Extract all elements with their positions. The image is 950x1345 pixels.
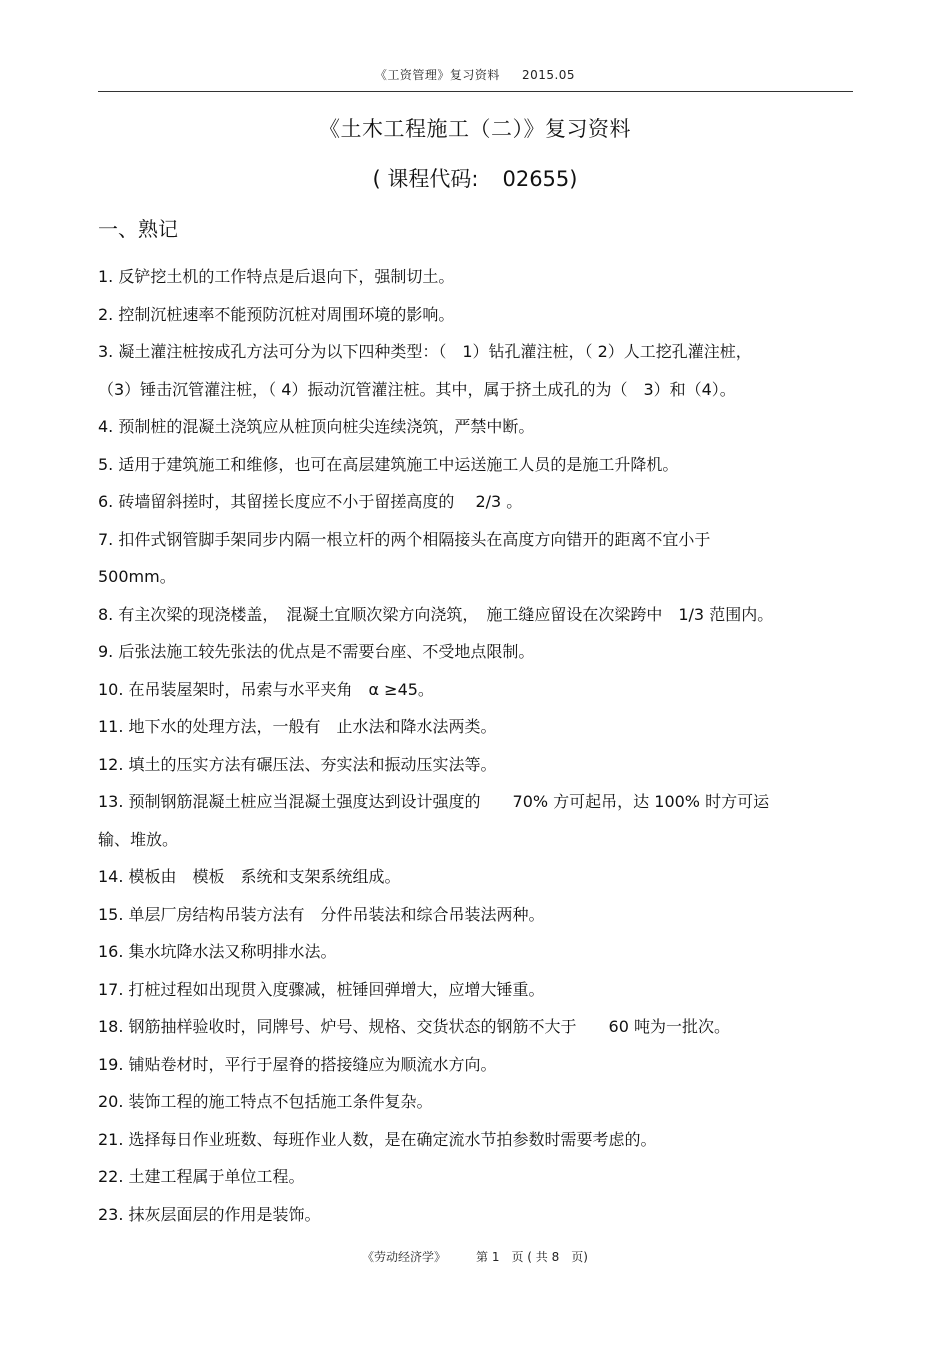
list-item: 18. 钢筋抽样验收时，同牌号、炉号、规格、交货状态的钢筋不大于 60 吨为一批次。	[98, 1017, 730, 1036]
page-footer	[0, 1248, 950, 1265]
list-item: 19. 铺贴卷材时，平行于屋脊的搭接缝应为顺流水方向。	[98, 1054, 497, 1074]
header-date: 2015.05	[521, 68, 576, 82]
section-heading: 一、熟记	[98, 217, 178, 241]
list-item: 3. 凝土灌注桩按成孔方法可分为以下四种类型：（ 1）钻孔灌注桩，（ 2）人工挖孔灌注桩，	[98, 342, 752, 361]
list-item: 1. 反铲挖土机的工作特点是后退向下，强制切土。	[98, 267, 455, 286]
header-rule	[98, 91, 853, 92]
list-item: 14. 模板由 模板 系统和支架系统组成。	[98, 867, 401, 886]
list-item: 13. 预制钢筋混凝土桩应当混凝土强度达到设计强度的 70% 方可起吊，达 100% 时方可运	[98, 792, 770, 811]
list-item: 21. 选择每日作业班数、每班作业人数，是在确定流水节拍参数时需要考虑的。	[98, 1129, 657, 1149]
list-item: （3）锤击沉管灌注桩，（ 4）振动沉管灌注桩。其中，属于挤土成孔的为（ 3）和（4）。	[98, 379, 736, 399]
list-item: 15. 单层厂房结构吊装方法有 分件吊装法和综合吊装法两种。	[98, 904, 545, 924]
list-item: 2. 控制沉桩速率不能预防沉桩对周围环境的影响。	[98, 304, 455, 324]
list-item: 7. 扣件式钢管脚手架同步内隔一根立杆的两个相隔接头在高度方向错开的距离不宜小于	[98, 529, 711, 549]
list-item: 22. 土建工程属于单位工程。	[98, 1167, 305, 1186]
course-code	[0, 163, 950, 193]
list-item: 20. 装饰工程的施工特点不包括施工条件复杂。	[98, 1092, 433, 1111]
footer-page-number: 第 1 页 ( 共 8 页)	[476, 1250, 588, 1264]
list-item: 11. 地下水的处理方法，一般有 止水法和降水法两类。	[98, 717, 497, 736]
list-item: 9. 后张法施工较先张法的优点是不需要台座、不受地点限制。	[98, 642, 535, 661]
list-item: 8. 有主次梁的现浇楼盖， 混凝土宜顺次梁方向浇筑， 施工缝应留设在次梁跨中 1/3 范围内。	[98, 604, 774, 624]
list-item: 4. 预制桩的混凝土浇筑应从桩顶向桩尖连续浇筑，严禁中断。	[98, 417, 535, 436]
document-title: 《土木工程施工（二）》复习资料	[319, 117, 631, 141]
course-code-value: 02655)	[502, 167, 578, 191]
list-item: 6. 砖墙留斜搓时，其留搓长度应不小于留搓高度的 2/3 。	[98, 492, 523, 511]
course-code-label: ( 课程代码:	[372, 167, 479, 191]
header-text: 《工资管理》复习资料	[374, 68, 500, 82]
item-list	[98, 258, 858, 1233]
footer-book: 《劳动经济学》	[362, 1250, 447, 1264]
list-item: 23. 抹灰层面层的作用是装饰。	[98, 1204, 321, 1224]
list-item: 12. 填土的压实方法有碾压法、夯实法和振动压实法等。	[98, 754, 497, 774]
list-item: 10. 在吊装屋架时，吊索与水平夹角 α ≥45。	[98, 679, 434, 699]
list-item: 输、堆放。	[98, 829, 179, 849]
list-item: 17. 打桩过程如出现贯入度骤减，桩锤回弹增大，应增大锤重。	[98, 979, 545, 999]
list-item: 16. 集水坑降水法又称明排水法。	[98, 942, 337, 961]
page-header	[0, 66, 950, 83]
list-item: 500mm。	[98, 567, 176, 586]
list-item: 5. 适用于建筑施工和维修，也可在高层建筑施工中运送施工人员的是施工升降机。	[98, 454, 679, 474]
